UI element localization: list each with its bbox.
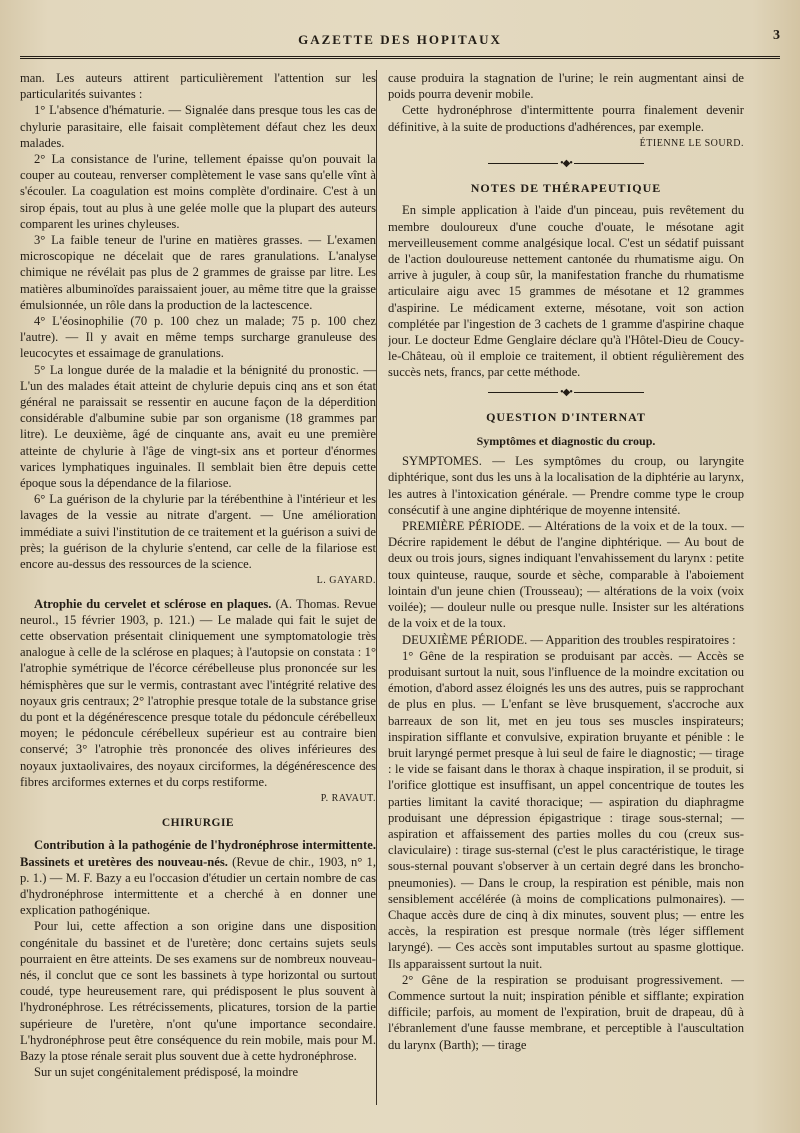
paragraph: DEUXIÈME PÉRIODE. — Apparition des troubles respiratoires : — [402, 632, 736, 647]
ornament-divider: •◆• — [388, 156, 744, 172]
section-heading: CHIRURGIE — [161, 817, 235, 830]
paragraph: Cette hydronéphrose d'intermittente pourra finalement devenir définitive, à la suite de productions d'adhérences, par exemple. — [388, 103, 744, 134]
article-lead: Atrophie du cervelet et sclérose en plaques. — [34, 596, 272, 611]
paragraph: 5° La longue durée de la maladie et la bénignité du pronostic. — L'un des malades était atteint de chylurie depuis cinq ans et son état général ne paraissait se ressentir en aucune façon de la déperdition considérable d'albumine subie par son organisme (18 grammes par litre). Le deuxième, âgé de cinquante ans, avait eu une première atteinte de chylurie à l'âge de vingt-six ans et porteur d'énormes varices lymphatiques inguinales. Il semblait bien être depuis cette époque sous la dépendance de la filariose. — [20, 362, 376, 491]
paragraph: 1° Gêne de la respiration se produisant par accès. — Accès se produisant surtout la nuit, sous l'influence de la moindre excitation ou émotion, d'abord assez éloignés les uns des autres, puis se rapprochant de plus en plus. — L'enfant se lève brusquement, s'accroche aux barreaux de son lit, met en jeu tous ses muscles inspirateurs; inspiration sifflante et convulsive, expiration bruyante et pénible : le bruit laryngé permet presque à lui seul de faire le diagnostic; — tirage : le vide se faisant dans le thorax à chaque inspiration, il se produit, si l'orifice glottique est insuffisant, un appel concentrique de toutes les parties limitant la cavité thoracique; — aspiration du diaphragme produisant une dépression épigastrique : tirage sous-sternal; — aspiration et affaissement des parties molles du cou (creux sus-claviculaire) : tirage sus-sternal (c'est le plus caractéristique, le tirage sous-sternal pouvant s'observer à un certain degré dans les broncho-pneumonies). — Dans le croup, la respiration est pénible, mais non sensiblement accélérée (à moins de complications pulmonaires). — Chaque accès dure de cinq à dix minutes, souvent plus; — entre les accès, la respiration est presque normale (très léger sifflement laryngé). — Ces accès sont imputables surtout au spasme glottique. Ils apparaissent surtout la nuit. — [388, 648, 744, 971]
article-body: (Revue de chir., 1903, n° 1, p. 1.) — M. F. Bazy a eu l'occasion d'étudier un certain nombre de cas d'hydronéphrose intermittente et a cherché à en donner une explication pathogénique. — [20, 854, 376, 918]
author-signature: L. GAYARD. — [316, 575, 376, 587]
journal-title: GAZETTE DES HOPITAUX — [298, 32, 502, 47]
paragraph: SYMPTOMES. — Les symptômes du croup, ou laryngite diphtérique, sont dus les uns à la localisation de la diphtérie au larynx, les autres à l'intoxication générale. — Prendre comme type le croup consécutif à une angine diphtérique de moyenne intensité. — [388, 454, 744, 517]
paragraph: 6° La guérison de la chylurie par la térébenthine à l'intérieur et les lavages de la vessie au nitrate d'argent. — Une amélioration immédiate a suivi l'institution de ce traitement et la guérison a suivi de près; la guérison de la chylurie s'entend, car celle de la filariose est encore au-dessus des ressources de la science. — [20, 492, 376, 572]
left-column — [20, 70, 376, 1110]
page-number: 3 — [773, 28, 780, 43]
article-body: (A. Thomas. Revue neurol., 15 février 1903, p. 121.) — Le malade qui fait le sujet de cette observation présentait cliniquement une symptomatologie très analogue à celle de la sclérose en plaques; à l'autopsie on constata : 1° l'atrophie symétrique de l'écorce cérébelleuse plus prononcée sur les hémisphères que sur le vermis, contrastant avec l'intégrité relative des noyaux gris centraux; 2° l'atrophie presque totale de la substance grise du pont et la dégénérescence presque totale du pédoncule cérébelleux moyen; le pédoncule cérébelleux supérieur est au contraire bien conservé; 3° l'atrophie très prononcée des olives inférieures des noyaux juxtaolivaires, des noyaux circiformes, la dégénérescence des fibres arciformes externes et du corps restiforme. — [20, 596, 376, 789]
paragraph: 2° Gêne de la respiration se produisant progressivement. — Commence surtout la nuit; inspiration pénible et sifflante; expiration difficile; parfois, au moment de l'expiration, bruit de drapeau, dû à l'ébranlement d'une fausse membrane, et perceptible à l'auscultation du larynx (Barth); — tirage — [388, 972, 744, 1052]
page-header — [20, 28, 780, 62]
paragraph: Sur un sujet congénitalement prédisposé, la moindre — [34, 1065, 299, 1080]
paragraph: 3° La faible teneur de l'urine en matières grasses. — L'examen microscopique ne décelait que de rares granulations. L'analyse chimique ne révélait pas plus de 2 grammes de graisse par litre. Les matières albuminoïdes paraissaient jouer, au même titre que la graisse émulsionnée, un rôle dans la production de la lactescence. — [20, 233, 376, 312]
column-divider — [376, 70, 377, 1105]
author-signature: ÉTIENNE LE SOURD. — [639, 137, 744, 149]
article-lead: Contribution à la pathogénie de l'hydronéphrose intermittente. Bassinets et uretères des nouveau-nés. — [20, 838, 376, 869]
ornament-divider: •◆• — [388, 385, 744, 401]
paragraph: 1° L'absence d'hématurie. — Signalée dans presque tous les cas de chylurie parasitaire, elle faisait complètement défaut chez les deux malades. — [20, 103, 376, 150]
paragraph: 2° La consistance de l'urine, tellement épaisse qu'on pouvait la couper au couteau, renverser complètement le vase sans qu'elle vînt à s'écouler. La coagulation est moins complète d'ordinaire. C'est à un sirop épais, tout au plus à une gelée molle que la plupart des auteurs comparent les urines chyleuses. — [20, 152, 376, 231]
paragraph: PREMIÈRE PÉRIODE. — Altérations de la voix et de la toux. — Décrire rapidement le début de l'angine diphtérique. — Au bout de deux ou trois jours, signes indiquant l'envahissement du larynx : petite toux quinteuse, rauque, sourde et sèche, comparable à l'aboiement lointain d'un jeune chien (Trousseau); — altérations de la voix (voix voilée); — douleur nulle ou presque nulle. Insister sur les altérations de la voix et de la toux. — [388, 519, 744, 631]
paragraph: man. Les auteurs attirent particulièrement l'attention sur les particularités suivantes : — [20, 71, 376, 102]
paragraph: 4° L'éosinophilie (70 p. 100 chez un malade; 75 p. 100 chez l'autre). — Il y avait en même temps surcharge granuleuse des leucocytes et essaimage de granulations. — [20, 314, 376, 361]
article-atrophie — [20, 596, 376, 790]
subheading: Symptômes et diagnostic du croup. — [476, 434, 656, 449]
author-signature: P. RAVAUT. — [320, 792, 376, 804]
paragraph: Pour lui, cette affection a son origine dans une disposition congénitale du bassinet et de l'uretère; donc certains sujets seuls pourraient en être atteints. De ses examens sur de nombreux nouveau-nés, il conclut que ce sont les bassinets à type horizontal ou surtout coudé, type heureusement rare, qui prédisposent le plus souvent à l'hydronéphrose. Les rétrécissements, plicatures, torsion de la partie supérieure de l'uretère, n'ont qu'une importance secondaire. L'hydronéphrose peut être conséquence du rein mobile, mais pour M. Bazy la ptose rénale serait plus souvent due à cette hydronéphrose. — [20, 919, 376, 1063]
right-column — [388, 70, 744, 1110]
header-rule — [20, 56, 780, 62]
paragraph: cause produira la stagnation de l'urine; le rein augmentant ainsi de poids pourra devenir mobile. — [388, 71, 744, 102]
paragraph: En simple application à l'aide d'un pinceau, puis revêtement du membre douloureux d'une couche d'ouate, le mésotane agit merveilleusement comme analgésique local. C'est un sédatif puissant de l'action douloureuse nettement cantonée du rhumatisme aigu. On arrive à juguler, à coup sûr, la manifestation franche du rhumatisme articulaire aigu avec 15 grammes de mésotane et 12 grammes d'aspirine. Le médicament externe, mésotane, voit son action complétée par l'ingestion de 3 cachets de 1 gramme d'aspirine chaque jour. Le docteur Edme Genglaire déclare qu'à l'Hôtel-Dieu de Coucy-le-Château, où il emploie ce traitement, il obtient régulièrement des succès nets, francs, par cette méthode. — [388, 203, 744, 380]
article-contribution — [20, 837, 376, 918]
section-heading: QUESTION D'INTERNAT — [486, 409, 646, 424]
section-heading: NOTES DE THÉRAPEUTIQUE — [470, 181, 662, 196]
